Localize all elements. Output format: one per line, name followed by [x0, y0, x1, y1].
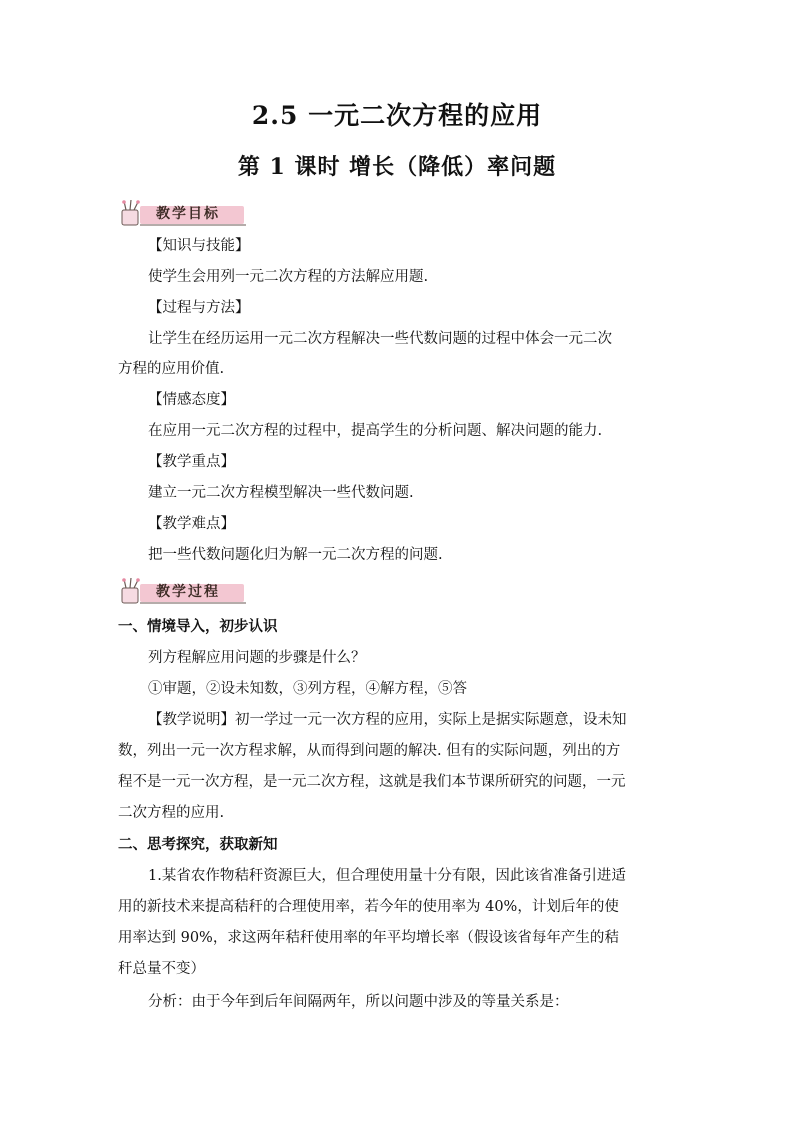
question-text: 列方程解应用问题的步骤是什么？ [148, 650, 366, 666]
objectives-badge [118, 200, 248, 228]
teaching-note-line-3: 程不是一元一次方程，是一元二次方程，这就是我们本节课所研究的问题，一元 [118, 774, 626, 790]
page-subtitle: 第 1 课时 增长（降低）率问题 [237, 154, 557, 180]
key-point-heading: 【教学重点】 [148, 454, 235, 470]
attitude-text: 在应用一元二次方程的过程中，提高学生的分析问题、解决问题的能力. [148, 423, 603, 439]
problem-line-3: 用率达到 90%，求这两年秸秆使用率的年平均增长率（假设该省每年产生的秸 [118, 930, 619, 946]
badge-label: 教学目标 [156, 206, 220, 222]
process-badge [118, 578, 248, 606]
problem-line-2: 用的新技术来提高秸秆的合理使用率，若今年的使用率为 40%，计划后年的使 [118, 899, 619, 915]
analysis-text: 分析：由于今年到后年间隔两年，所以问题中涉及的等量关系是： [148, 994, 569, 1010]
problem-line-1: 1.某省农作物秸秆资源巨大，但合理使用量十分有限，因此该省准备引进适 [148, 868, 626, 884]
badge-label: 教学过程 [156, 584, 220, 600]
difficult-point-heading: 【教学难点】 [148, 516, 235, 532]
knowledge-heading: 【知识与技能】 [148, 238, 250, 254]
attitude-heading: 【情感态度】 [148, 392, 235, 408]
difficult-point-text: 把一些代数问题化归为解一元二次方程的问题. [148, 547, 443, 563]
steps-text: ①审题，②设未知数，③列方程，④解方程，⑤答 [148, 681, 467, 697]
knowledge-text: 使学生会用列一元二次方程的方法解应用题. [148, 269, 429, 285]
method-heading: 【过程与方法】 [148, 300, 250, 316]
teaching-note-line-1: 【教学说明】初一学过一元一次方程的应用，实际上是据实际题意，设未知 [148, 712, 627, 728]
method-text-line-2: 方程的应用价值. [118, 361, 225, 377]
teaching-note-line-4: 二次方程的应用. [118, 805, 225, 821]
section-2-heading: 二、思考探究，获取新知 [118, 837, 278, 853]
method-text-line-1: 让学生在经历运用一元二次方程解决一些代数问题的过程中体会一元二次 [148, 331, 612, 347]
teaching-note-line-2: 数，列出一元一次方程求解，从而得到问题的解决. 但有的实际问题，列出的方 [118, 743, 621, 759]
page-title: 2.5 一元二次方程的应用 [251, 101, 543, 130]
problem-line-4: 秆总量不变） [118, 961, 205, 977]
key-point-text: 建立一元二次方程模型解决一些代数问题. [148, 485, 414, 501]
section-1-heading: 一、情境导入，初步认识 [118, 619, 278, 635]
